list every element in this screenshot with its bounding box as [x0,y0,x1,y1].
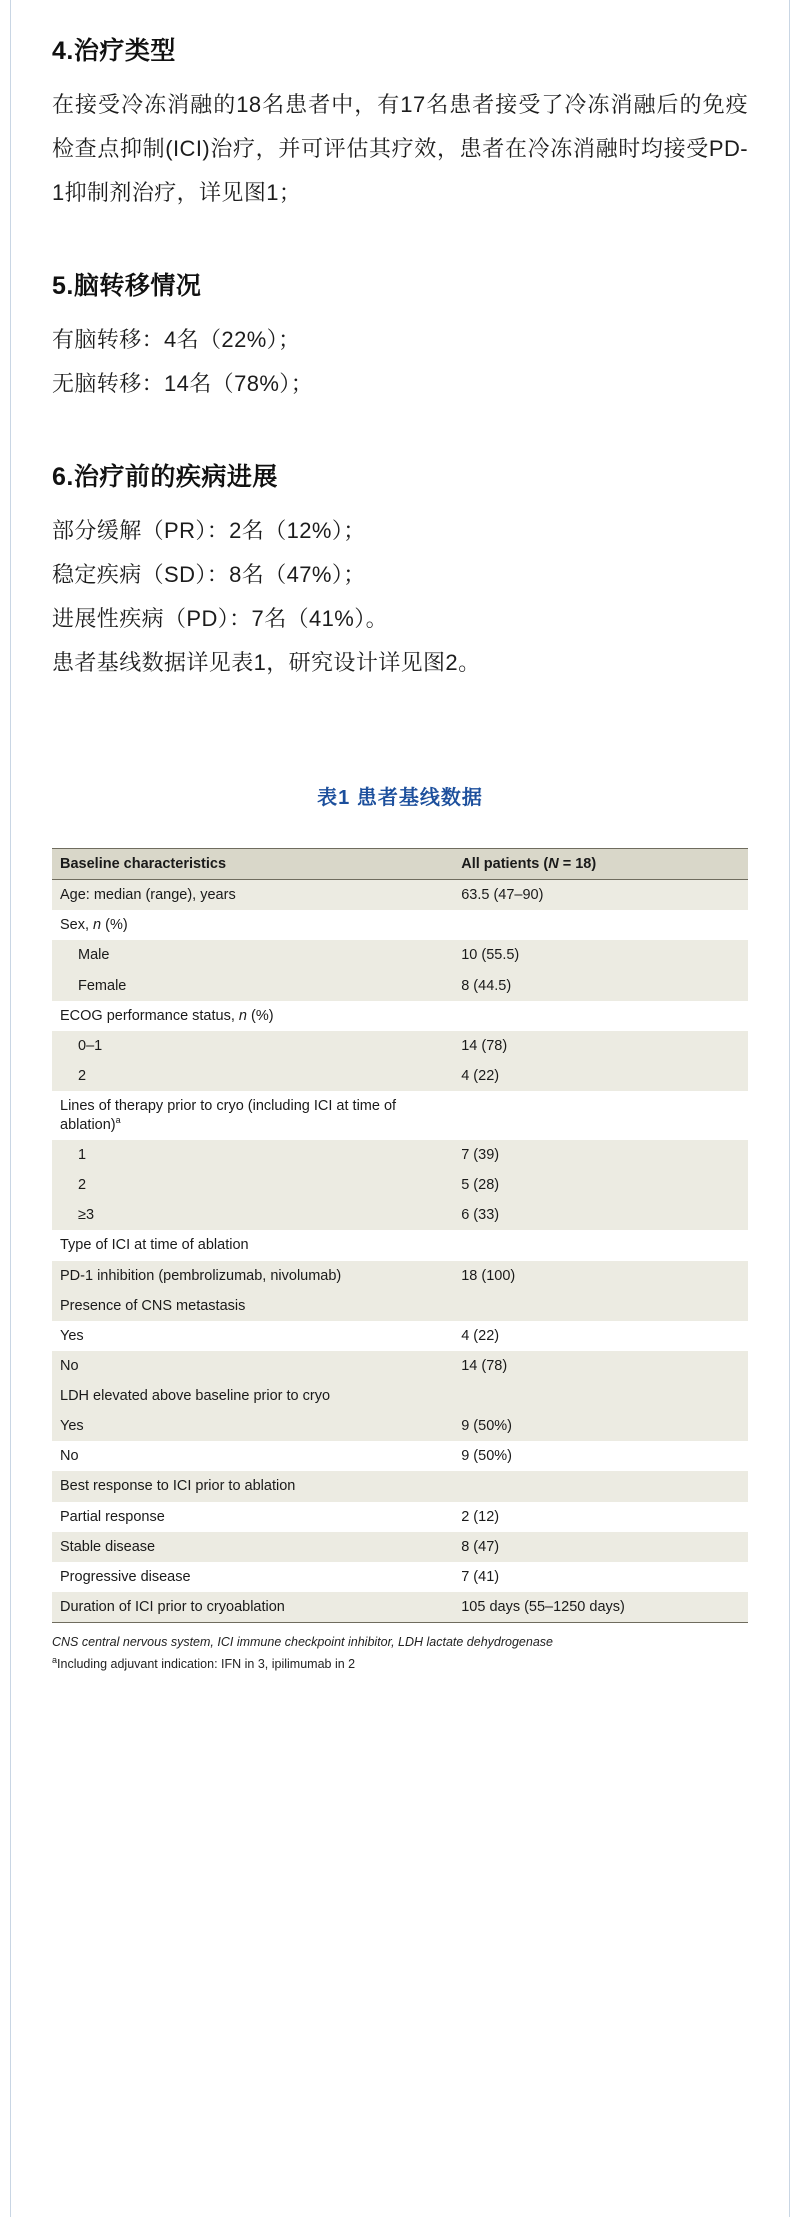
table-cell-label: Partial response [52,1502,453,1532]
table-cell-value: 4 (22) [453,1061,748,1091]
table-cell-label: Yes [52,1321,453,1351]
table-row [52,910,748,940]
footnote-a: $^a$Including adjuvant indication: IFN in 3, ipilimumab in 2 [52,1654,356,1671]
table-row [52,1140,748,1170]
table-cell-label: No [52,1441,453,1471]
table-body [52,849,748,1623]
table-cell-value [453,1381,748,1411]
table-row [52,1441,748,1471]
table-cell-label: Best response to ICI prior to ablation [52,1471,453,1501]
table-cell-label: Stable disease [52,1532,453,1562]
table-row [52,1170,748,1200]
table-cell-value: 2 (12) [453,1502,748,1532]
table-cell-label: 2 [52,1061,453,1091]
table-row [52,1001,748,1031]
table-cell-value: 4 (22) [453,1321,748,1351]
table-row [52,1291,748,1321]
bottom-spacer [52,1676,748,1736]
table-row [52,1502,748,1532]
table-cell-value: 14 (78) [453,1351,748,1381]
table-row [52,1091,748,1140]
table-cell-value: 63.5 (47–90) [453,880,748,911]
section-5-line-2: 无脑转移：14名（78%）； [52,371,314,396]
section-heading-4: 4.治疗类型 [52,37,176,65]
table-cell-label: Progressive disease [52,1562,453,1592]
right-edge-rule [789,0,790,2217]
section-heading-6: 6.治疗前的疾病进展 [52,463,278,491]
table-header-all-patients: All patients (N = 18) [453,849,748,880]
table-cell-label: 0–1 [52,1031,453,1061]
table-cell-value: 9 (50%) [453,1411,748,1441]
table-cell-label: ECOG performance status, n (%) [52,1001,453,1031]
table-row [52,940,748,970]
table-header-row [52,849,748,880]
table-row [52,1592,748,1623]
table-cell-label: Male [52,940,453,970]
table-row [52,1230,748,1260]
section-5-line-1: 有脑转移：4名（22%）； [52,327,301,352]
table-cell-value [453,1091,748,1140]
table-cell-label: Presence of CNS metastasis [52,1291,453,1321]
table-cell-label: Yes [52,1411,453,1441]
table-cell-label: PD-1 inhibition (pembrolizumab, nivolumab) [52,1261,453,1291]
table-cell-value: 5 (28) [453,1170,748,1200]
table-row [52,1321,748,1351]
table-cell-label: Duration of ICI prior to cryoablation [52,1592,453,1623]
table-row [52,971,748,1001]
table-cell-value [453,1001,748,1031]
table-cell-value: 10 (55.5) [453,940,748,970]
table-cell-value: 9 (50%) [453,1441,748,1471]
table-row [52,1532,748,1562]
table-header-characteristics: Baseline characteristics [52,849,453,880]
table-cell-value: 8 (47) [453,1532,748,1562]
table-cell-value: 8 (44.5) [453,971,748,1001]
table-cell-label: No [52,1351,453,1381]
table-cell-label: Age: median (range), years [52,880,453,911]
section-6-line-1: 部分缓解（PR）：2名（12%）； [52,518,366,543]
table-footnotes [52,1633,748,1674]
table-cell-label: 1 [52,1140,453,1170]
table-row [52,1471,748,1501]
footnote-abbreviations: CNS central nervous system, ICI immune checkpoint inhibitor, LDH lactate dehydrogenase [52,1635,553,1650]
section-4-paragraph: 在接受冷冻消融的18名患者中，有17名患者接受了冷冻消融后的免疫检查点抑制(ICI)治疗，并可评估其疗效，患者在冷冻消融时均接受PD-1抑制剂治疗，详见图1； [52,92,748,205]
table-cell-value: 7 (41) [453,1562,748,1592]
table-row [52,1261,748,1291]
table-row [52,1061,748,1091]
table-row [52,1562,748,1592]
baseline-characteristics-table [52,848,748,1623]
section-6-line-4: 患者基线数据详见表1，研究设计详见图2。 [52,650,481,675]
table-cell-label: 2 [52,1170,453,1200]
table-cell-label: Lines of therapy prior to cryo (including ICI at time of ablation)$^a$ [52,1091,453,1140]
table-row [52,1411,748,1441]
table-cell-label: LDH elevated above baseline prior to cryo [52,1381,453,1411]
table-caption: 表1 患者基线数据 [317,787,483,809]
table-row [52,1381,748,1411]
table-cell-value: 105 days (55–1250 days) [453,1592,748,1623]
table-row [52,880,748,911]
table-row [52,1200,748,1230]
table-cell-value: 14 (78) [453,1031,748,1061]
table-row [52,1031,748,1061]
table-cell-label: ≥3 [52,1200,453,1230]
table-cell-value [453,1291,748,1321]
table-row [52,1351,748,1381]
table-cell-label: Sex, n (%) [52,910,453,940]
table-cell-value [453,1471,748,1501]
table-cell-label: Type of ICI at time of ablation [52,1230,453,1260]
table-cell-value [453,910,748,940]
table-cell-value: 18 (100) [453,1261,748,1291]
table-cell-value: 7 (39) [453,1140,748,1170]
section-6-line-3: 进展性疾病（PD）：7名（41%）。 [52,606,389,631]
table-cell-value [453,1230,748,1260]
left-edge-rule [10,0,11,2217]
table-cell-label: Female [52,971,453,1001]
section-heading-5: 5.脑转移情况 [52,272,202,300]
top-spacer [52,0,748,34]
section-6-line-2: 稳定疾病（SD）：8名（47%）； [52,562,366,587]
table-cell-value: 6 (33) [453,1200,748,1230]
